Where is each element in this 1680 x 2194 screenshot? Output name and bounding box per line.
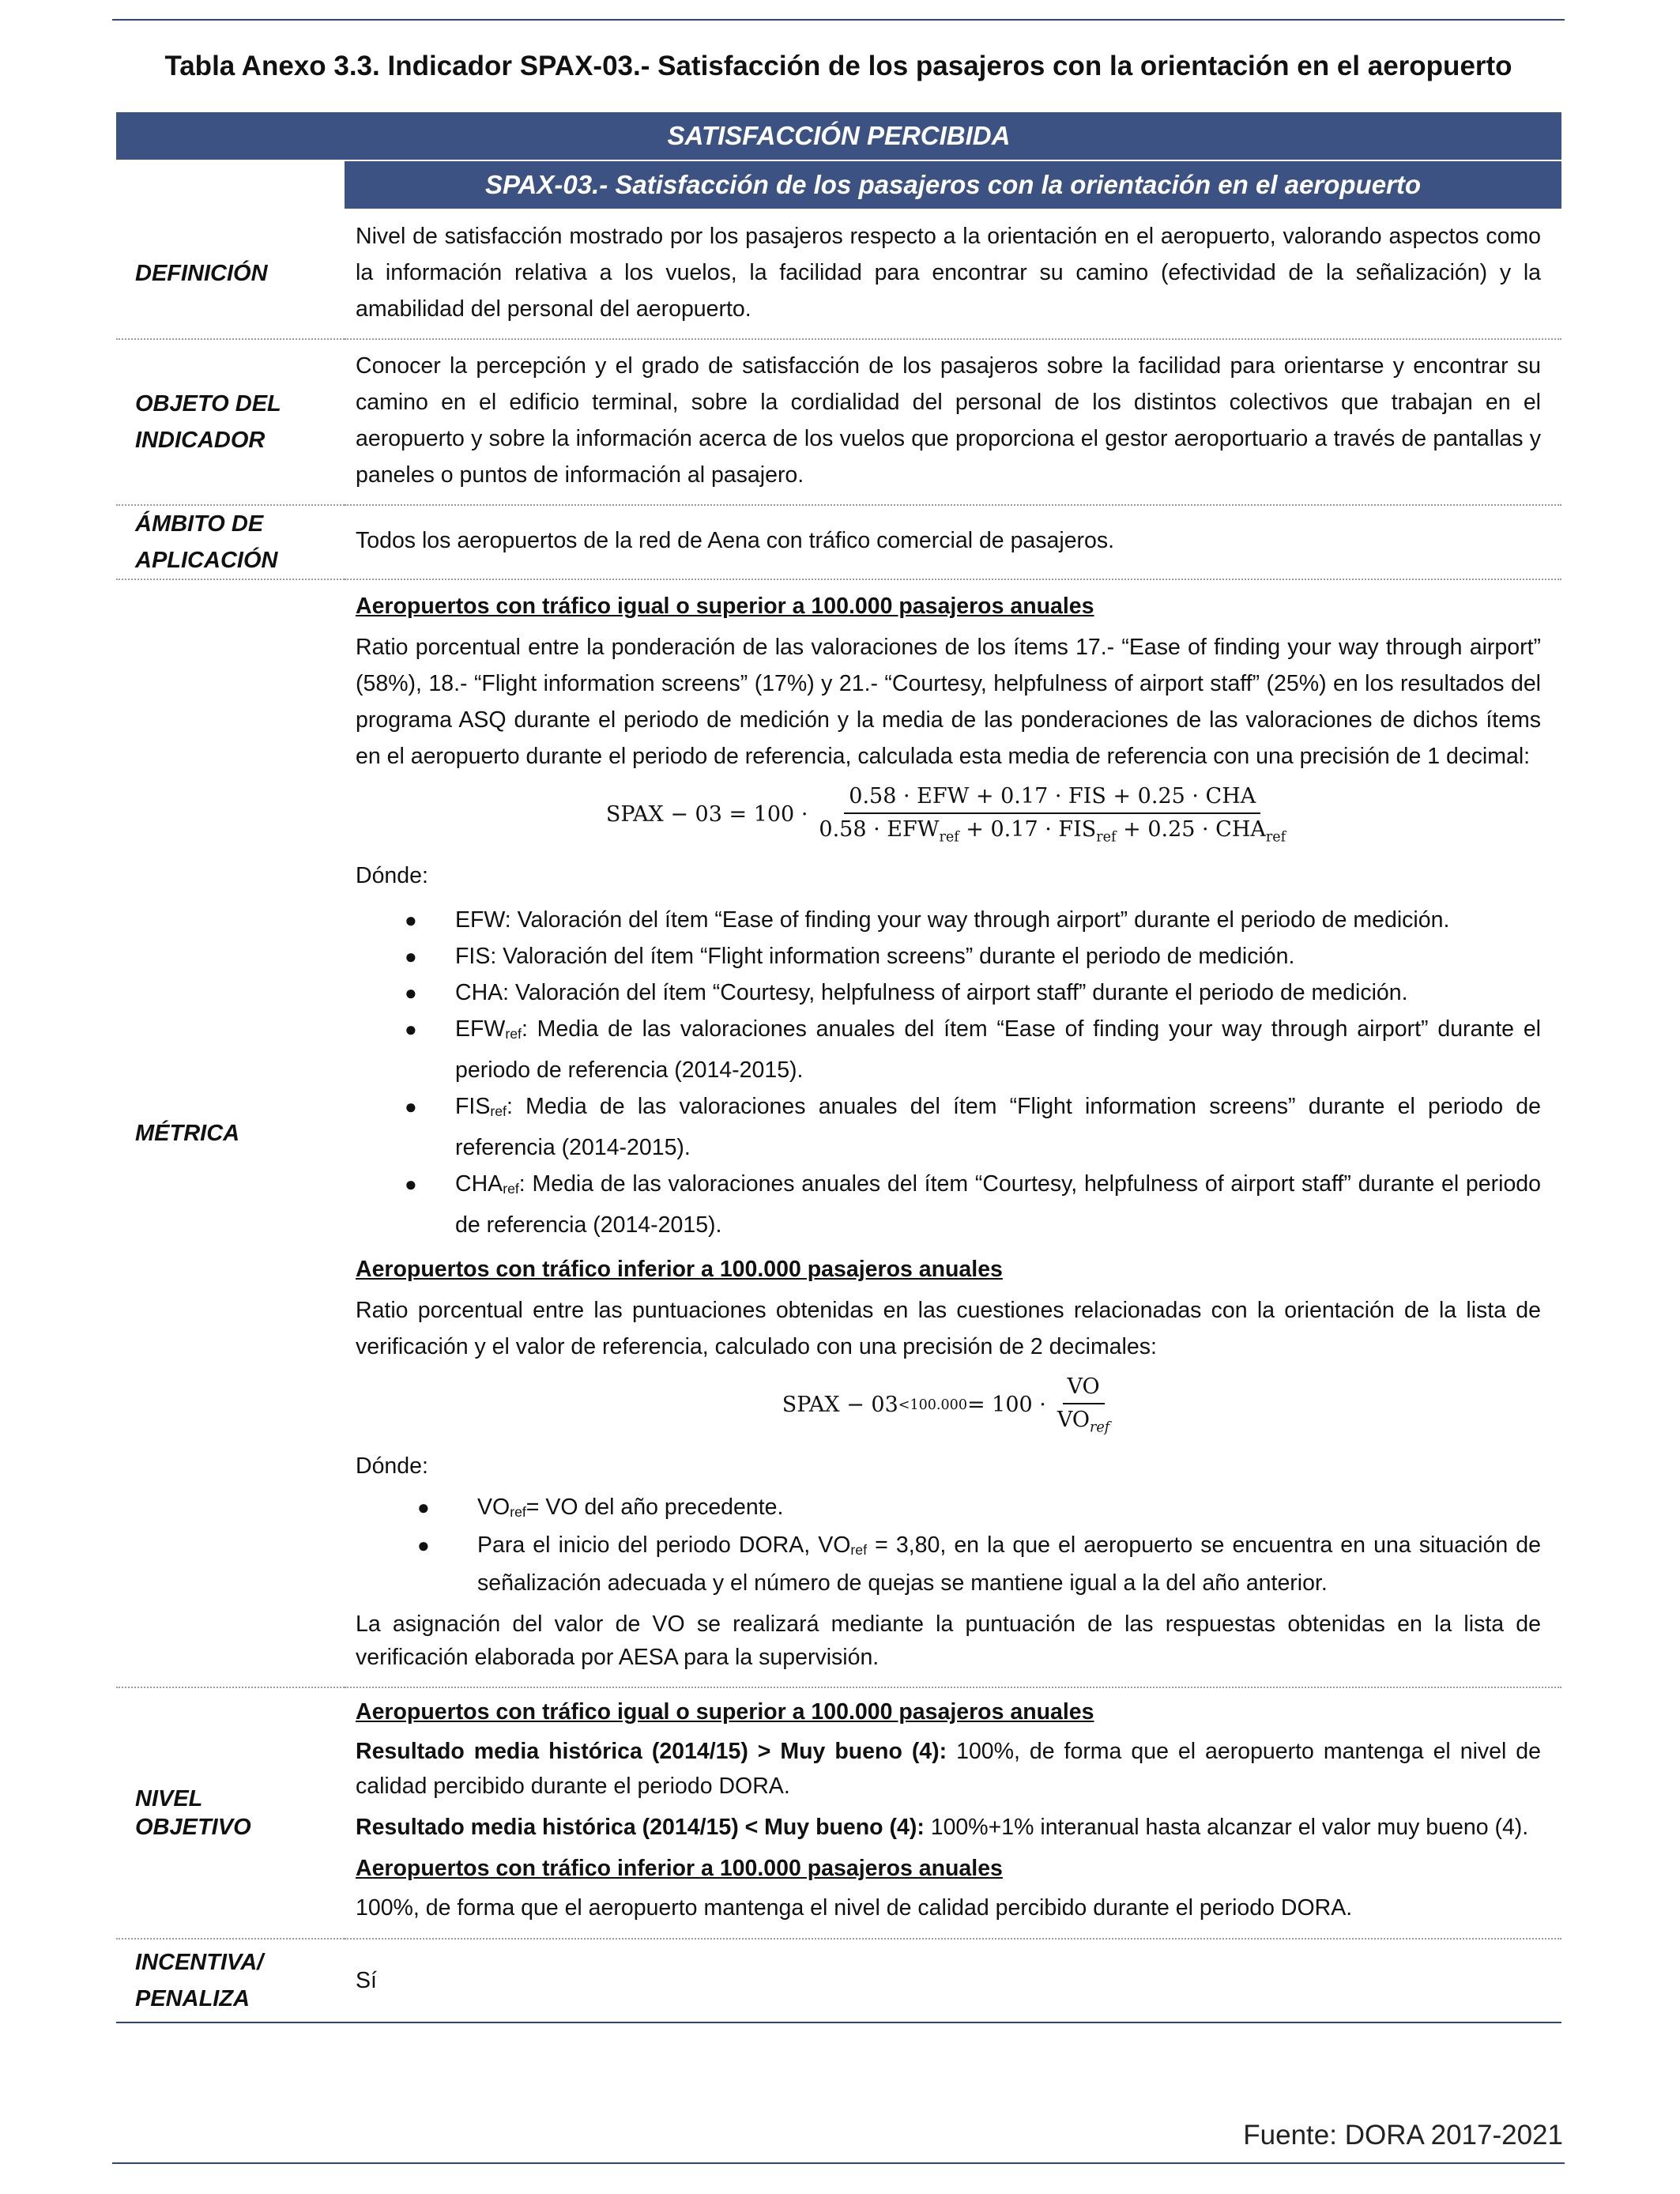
formula-1-fraction: [814, 784, 1290, 846]
formula-2-lhs-sub: <100.000: [898, 1397, 967, 1413]
bottom-rule: [112, 2162, 1565, 2164]
source-note: Fuente: DORA 2017-2021: [1243, 2120, 1563, 2151]
list-item: [405, 1011, 1542, 1088]
table-header-category: SATISFACCIÓN PERCIBIDA: [116, 112, 1561, 160]
row-label-ambito: [116, 505, 345, 579]
document-title: Tabla Anexo 3.3. Indicador SPAX-03.- Satisfacción de los pasajeros con la orientación en el aeropuerto: [164, 51, 1512, 81]
row-label-incentiva-line2: PENALIZA: [135, 1985, 250, 2011]
bullet-text: : Media de las valoraciones anuales del ítem “Ease of finding your way through airport” durante el periodo de referencia (2014-2015).: [455, 1016, 1542, 1083]
list-item: [405, 1088, 1542, 1166]
metrica-paragraph-2: Ratio porcentual entre las puntuaciones obtenidas en las cuestiones relacionadas con la orientación de la lista de verificación y el valor de referencia, calculado con una precisión de 2 decimales:: [356, 1297, 1542, 1359]
formula-2-denominator: [1053, 1404, 1114, 1436]
bullet-var: EFW: [455, 1016, 506, 1042]
bullet-var-sub: ref: [505, 1025, 522, 1042]
formula-spax-03-small: [356, 1374, 1541, 1437]
nivel-result-1-text: 100%, de forma que el aeropuerto mantenga el nivel de calidad percibido durante el periodo DORA.: [356, 1738, 1542, 1799]
bullet-var-sub: ref: [850, 1541, 868, 1558]
row-label-nivel-line2: OBJETIVO: [135, 1814, 251, 1840]
metrica-donde-2: Dónde:: [356, 1453, 428, 1479]
formula-2-fraction: [1053, 1374, 1114, 1437]
nivel-heading-2: Aeropuertos con tráfico inferior a 100.000 pasajeros anuales: [356, 1855, 1003, 1881]
nivel-result-2: [356, 1810, 1541, 1845]
row-label-nivel: [116, 1687, 345, 1939]
formula-1-den-b: + 0.17 · FIS: [959, 817, 1097, 843]
bullet-text: : Media de las valoraciones anuales del ítem “Flight information screens” durante el periodo de referencia (2014-2015).: [455, 1093, 1542, 1160]
formula-2-lhs: SPAX − 03: [782, 1393, 898, 1418]
bullet-icon: ●: [417, 1532, 430, 1557]
row-label-objeto: [116, 339, 345, 505]
metrica-paragraph-3: La asignación del valor de VO se realizará mediante la puntuación de las respuestas obtenidas en la lista de verificación elaborada por AESA para la supervisión.: [356, 1611, 1542, 1670]
formula-1-lhs: SPAX − 03 = 100 ·: [605, 802, 808, 827]
nivel-result-1-bold: Resultado media histórica (2014/15) > Muy bueno (4):: [356, 1738, 947, 1764]
bullet-var: FIS: [455, 1093, 491, 1119]
row-label-metrica: MÉTRICA: [116, 579, 345, 1687]
bullet-var: CHA: [455, 1171, 503, 1197]
metrica-heading-1: Aeropuertos con tráfico igual o superior a 100.000 pasajeros anuales: [356, 594, 1094, 619]
ambito-text: Todos los aeropuertos de la red de Aena con tráfico comercial de pasajeros.: [356, 528, 1115, 553]
bullet-icon: ●: [405, 980, 417, 1005]
bullet-text: EFW: Valoración del ítem “Ease of finding your way through airport” durante el periodo de medición.: [455, 907, 1450, 933]
bullet-text: = 3,80, en la que el aeropuerto se encuentra en una situación de señalización adecuada y el número de quejas se mantiene igual a la del año anterior.: [477, 1532, 1542, 1596]
list-item: [405, 1166, 1542, 1243]
bullet-text: : Media de las valoraciones anuales del ítem “Courtesy, helpfulness of airport staff” durante el periodo de referencia (2014-2015).: [455, 1171, 1542, 1238]
formula-1-den-a: 0.58 · EFW: [819, 817, 940, 843]
formula-2-mid: = 100 ·: [966, 1393, 1046, 1418]
table-row-ambito: [116, 505, 1561, 579]
row-label-ambito-line2: APLICACIÓN: [135, 548, 278, 573]
metrica-heading-2: Aeropuertos con tráfico inferior a 100.000 pasajeros anuales: [356, 1256, 1003, 1282]
bullet-icon: ●: [405, 1016, 417, 1041]
bullet-var-sub: ref: [510, 1503, 526, 1520]
formula-2-den: VO: [1057, 1408, 1090, 1433]
bullet-var-sub: ref: [503, 1180, 519, 1197]
row-label-nivel-line1: NIVEL: [135, 1785, 203, 1811]
list-item: [417, 1529, 1542, 1600]
table-row-metrica: [116, 579, 1561, 1687]
bullet-icon: ●: [405, 1171, 417, 1196]
metrica-bullets-1: [356, 902, 1541, 1243]
table-row-objeto: [116, 339, 1561, 505]
list-item: [417, 1491, 1541, 1529]
indicator-table: [116, 112, 1561, 2023]
list-item: [405, 938, 1541, 974]
definicion-text: Nivel de satisfacción mostrado por los pasajeros respecto a la orientación en el aeropuerto, valorando aspectos como la información relativa a los vuelos, la facilidad para encontrar su camino (efectividad de la señalización) y la amabilidad del personal del aeropuerto.: [356, 224, 1542, 322]
formula-2-numerator: VO: [1063, 1374, 1105, 1404]
bullet-icon: ●: [405, 907, 417, 932]
formula-1-sub-a: ref: [939, 829, 959, 846]
bullet-icon: ●: [405, 944, 417, 968]
nivel-result-2-text: 100%+1% interanual hasta alcanzar el valor muy bueno (4).: [924, 1814, 1529, 1840]
list-item: [405, 974, 1541, 1011]
row-label-ambito-line1: ÁMBITO DE: [135, 511, 264, 537]
formula-1-den-c: + 0.25 · CHA: [1116, 817, 1266, 843]
table-header-indicator: SPAX-03.- Satisfacción de los pasajeros con la orientación en el aeropuerto: [345, 160, 1561, 209]
row-label-incentiva: [116, 1939, 345, 2022]
nivel-text: 100%, de forma que el aeropuerto mantenga el nivel de calidad percibido durante el periodo DORA.: [356, 1894, 1353, 1921]
bullet-text: FIS: Valoración del ítem “Flight information screens” durante el periodo de medición.: [455, 943, 1295, 969]
formula-spax-03: [356, 784, 1541, 846]
incentiva-text: Sí: [356, 1967, 377, 1993]
formula-1-denominator: [814, 814, 1290, 846]
formula-1-sub-b: ref: [1096, 829, 1117, 846]
bullet-var-sub: ref: [490, 1103, 507, 1119]
row-label-objeto-line1: OBJETO DEL: [135, 391, 281, 417]
table-row-incentiva: [116, 1939, 1561, 2022]
bullet-var: VO: [477, 1494, 510, 1520]
bullet-var: Para el inicio del periodo DORA, VO: [477, 1532, 851, 1558]
row-label-definicion: DEFINICIÓN: [116, 209, 345, 339]
nivel-heading-1: Aeropuertos con tráfico igual o superior a 100.000 pasajeros anuales: [356, 1698, 1094, 1725]
table-row-definicion: [116, 209, 1561, 339]
bullet-icon: ●: [417, 1495, 430, 1519]
row-label-incentiva-line1: INCENTIVA/: [135, 1949, 264, 1975]
bullet-text: CHA: Valoración del ítem “Courtesy, helpfulness of airport staff” durante el periodo de medición.: [455, 979, 1408, 1005]
metrica-paragraph-1: Ratio porcentual entre la ponderación de las valoraciones de los ítems 17.- “Ease of finding your way through airport” (58%), 18.- “Flight information screens” (17%) y 21.- “Courtesy, helpfulness of airport staff” (25%) en los resultados del programa ASQ durante el periodo de medición y la media de las ponderaciones de las valoraciones de dichos ítems en el aeropuerto durante el periodo de referencia, calculada esta media de referencia con una precisión de 1 decimal:: [356, 635, 1542, 769]
bullet-icon: ●: [405, 1094, 417, 1118]
table-row-nivel: [116, 1687, 1561, 1939]
metrica-bullets-2: [356, 1491, 1541, 1600]
nivel-result-1: [356, 1734, 1541, 1804]
top-rule: [112, 19, 1565, 21]
list-item: [405, 902, 1541, 938]
objeto-text: Conocer la percepción y el grado de satisfacción de los pasajeros sobre la facilidad para orientarse y encontrar su camino en el edificio terminal, sobre la cordialidad del personal de los distintos colectivos que trabajan en el aeropuerto y sobre la información acerca de los vuelos que proporciona el gestor aeroportuario a través de pantallas y paneles o puntos de información al pasajero.: [356, 353, 1542, 488]
nivel-result-2-bold: Resultado media histórica (2014/15) < Muy bueno (4):: [356, 1814, 925, 1840]
metrica-donde-1: Dónde:: [356, 862, 428, 888]
row-label-objeto-line2: INDICADOR: [135, 428, 266, 453]
formula-1-sub-c: ref: [1265, 829, 1286, 846]
formula-1-numerator: 0.58 · EFW + 0.17 · FIS + 0.25 · CHA: [844, 784, 1260, 814]
formula-2-den-sub: ref: [1090, 1419, 1110, 1436]
bullet-text: = VO del año precedente.: [525, 1494, 784, 1520]
